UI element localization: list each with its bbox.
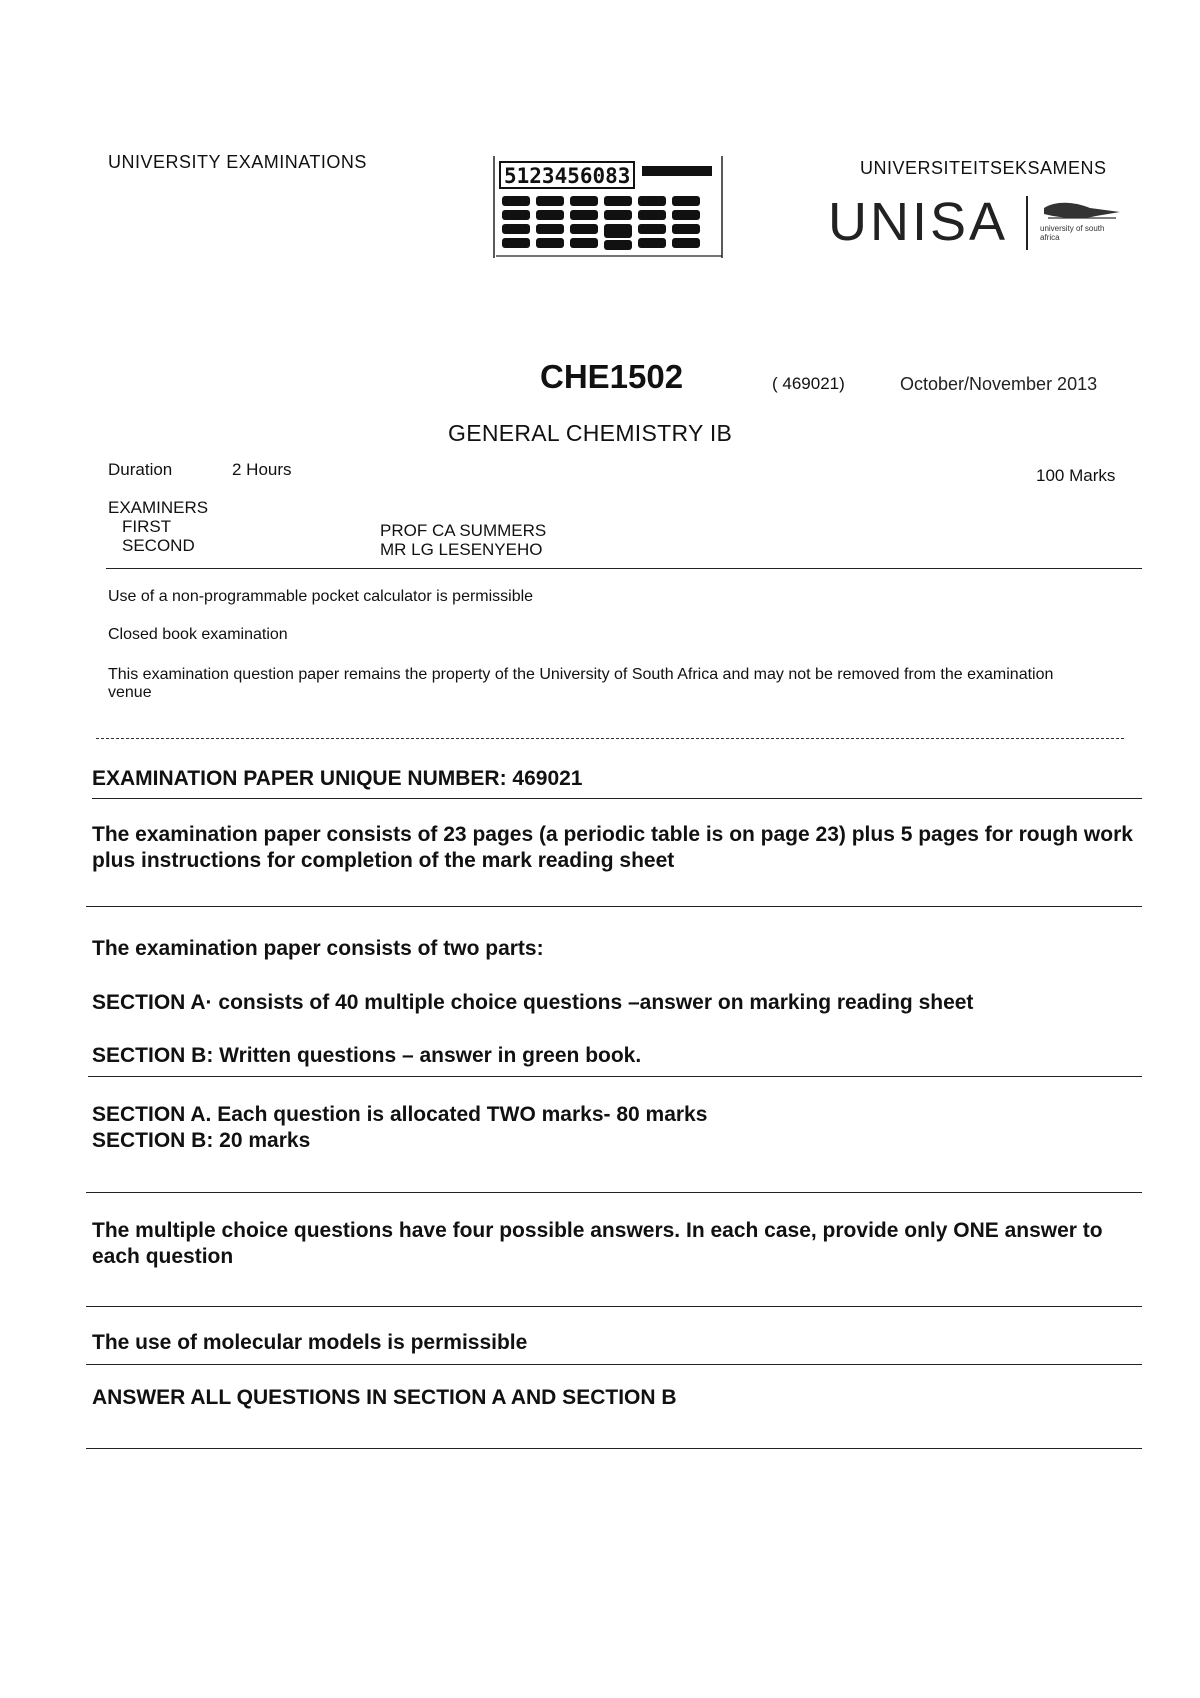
divider [92,798,1142,799]
examiner-first-name: PROF CA SUMMERS [380,521,547,540]
course-title: GENERAL CHEMISTRY IB [448,420,733,446]
unisa-logo [828,192,1128,258]
unisa-logo-text: UNISA [828,192,1009,252]
note-property: This examination question paper remains the property of the University of South Africa and may not be removed from the examination venue [108,666,1054,701]
section-a-description: SECTION A· consists of 40 multiple choice questions –answer on marking reading sheet [92,991,974,1014]
section-b-description: SECTION B: Written questions – answer in green book. [92,1044,642,1067]
pages-statement: The examination paper consists of 23 pages (a periodic table is on page 23) plus 5 pages for rough work plus instructions for completion of the mark reading sheet [92,823,1133,872]
examiners-heading: EXAMINERS [108,498,209,517]
examiner-second-label: SECOND [122,536,195,555]
divider [86,906,1142,907]
unisa-logo-subtext: university of south africa [1040,224,1105,242]
total-marks: 100 Marks [1036,466,1116,485]
divider [86,1192,1142,1193]
mcq-instructions: The multiple choice questions have four possible answers. In each case, provide only ONE answer to each question [92,1219,1103,1268]
marks-allocation [92,1102,1142,1154]
note-calculator: Use of a non-programmable pocket calculator is permissible [108,588,534,605]
paper-reference: ( 469021) [772,374,845,393]
calculator-icon [490,152,726,262]
calculator-display: 5123456083 [504,164,631,188]
examiner-second-name: MR LG LESENYEHO [380,540,543,559]
divider [86,1364,1142,1365]
answer-all-instruction: ANSWER ALL QUESTIONS IN SECTION A AND SECTION B [92,1386,677,1409]
section-b-allocation: SECTION B: 20 marks [92,1129,311,1152]
duration-value: 2 Hours [232,460,292,479]
note-closed-book: Closed book examination [108,626,288,643]
divider [86,1448,1142,1449]
exam-date: October/November 2013 [900,374,1098,394]
header-universiteitseksamens: UNIVERSITEITSEKSAMENS [860,158,1107,178]
header-university-examinations: UNIVERSITY EXAMINATIONS [108,152,367,172]
examiner-first-label: FIRST [122,517,172,536]
divider [96,738,1124,739]
calculator-stamp [490,152,726,262]
divider [88,1076,1142,1077]
molecular-models-note: The use of molecular models is permissible [92,1331,528,1354]
unique-number: EXAMINATION PAPER UNIQUE NUMBER: 469021 [92,767,583,790]
course-code: CHE1502 [540,358,684,395]
divider [106,568,1142,569]
divider [86,1306,1142,1307]
two-parts-statement: The examination paper consists of two parts: [92,937,544,960]
logo-separator [1026,196,1028,250]
section-a-allocation: SECTION A. Each question is allocated TWO marks- 80 marks [92,1103,708,1126]
duration-label: Duration [108,460,173,479]
